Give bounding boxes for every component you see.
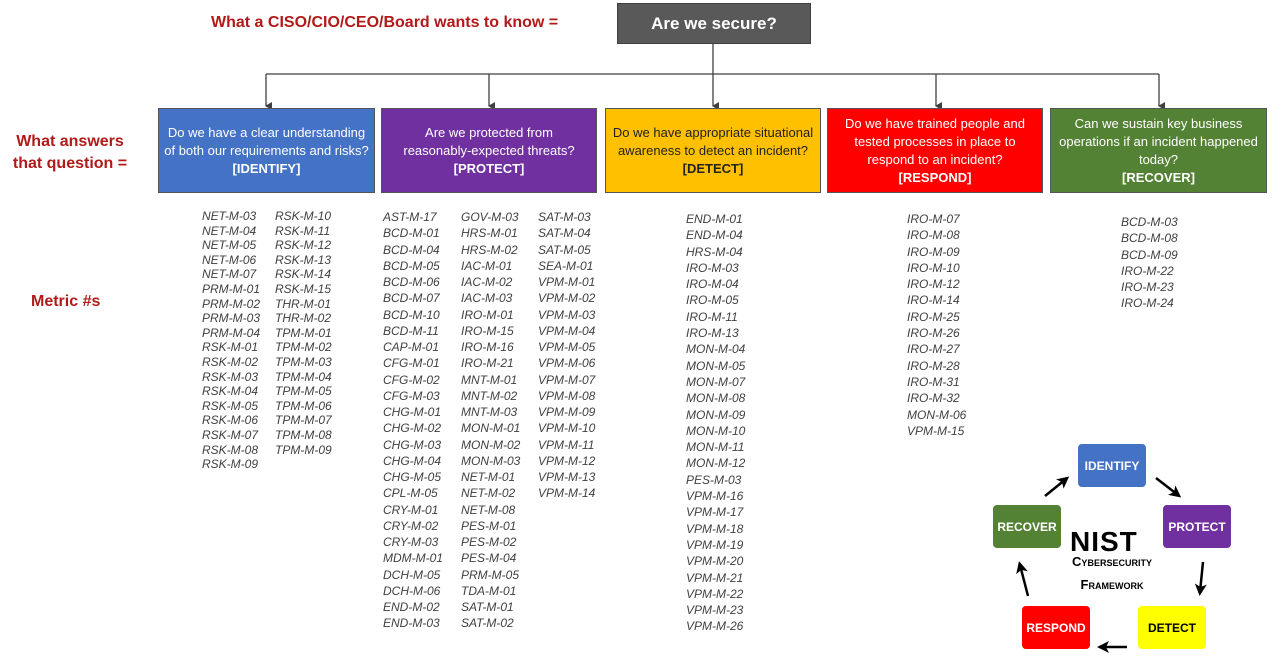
detect-question: Do we have appropriate situational awareness to detect an incident? — [612, 124, 814, 158]
metric-id: TPM-M-08 — [275, 427, 332, 442]
metric-id: IRO-M-14 — [907, 293, 960, 308]
metric-id: IRO-M-10 — [907, 260, 960, 275]
metric-id: TPM-M-01 — [275, 325, 332, 340]
metric-id: DCH-M-05 — [383, 567, 441, 582]
metric-id: TPM-M-02 — [275, 340, 332, 355]
metric-id: NET-M-03 — [202, 209, 257, 223]
metric-id: RSK-M-07 — [202, 427, 259, 442]
metric-id: CAP-M-01 — [383, 340, 440, 354]
metric-id: PRM-M-01 — [202, 281, 261, 296]
nist-respond-box: RESPOND — [1022, 606, 1090, 649]
metric-id: BCD-M-08 — [1121, 231, 1178, 246]
metric-id: SAT-M-04 — [538, 226, 591, 241]
metric-id: VPM-M-09 — [538, 405, 596, 419]
metric-id: BCD-M-09 — [1121, 247, 1178, 262]
metric-id: RSK-M-02 — [202, 354, 259, 369]
metric-id: IRO-M-22 — [1121, 263, 1174, 278]
metric-id: VPM-M-19 — [686, 537, 744, 552]
metric-id: MON-M-03 — [461, 453, 521, 468]
detect-tag: [DETECT] — [682, 160, 744, 176]
metric-id: CHG-M-04 — [383, 453, 442, 468]
metric-id: IRO-M-31 — [907, 374, 960, 389]
metric-id: IRO-M-05 — [686, 293, 739, 308]
metric-id: VPM-M-10 — [538, 421, 596, 436]
metric-id: CFG-M-03 — [383, 388, 440, 403]
metric-id: IRO-M-01 — [461, 307, 514, 322]
metric-id: IRO-M-25 — [907, 309, 960, 324]
nist-protect-box: PROTECT — [1163, 505, 1231, 548]
metric-id: SAT-M-02 — [461, 616, 514, 631]
metric-id: TDA-M-01 — [461, 583, 517, 598]
what-answers-line1: What answers — [16, 133, 124, 150]
identify-tag: [IDENTIFY] — [232, 160, 301, 176]
metric-id: TPM-M-06 — [275, 398, 332, 413]
identify-question: Do we have a clear understanding of both our requirements and risks? — [164, 124, 369, 158]
nist-subtitle-1: Cybersecurity — [1072, 554, 1152, 569]
metric-id: RSK-M-08 — [202, 442, 259, 457]
what-answers-line2: that question = — [12, 155, 128, 172]
metric-id: THR-M-02 — [275, 311, 331, 326]
cycle-arrow-identify-protect — [1156, 478, 1178, 495]
metric-id: THR-M-01 — [275, 296, 331, 311]
metric-id: IAC-M-03 — [461, 291, 513, 306]
nist-identify-box: IDENTIFY — [1078, 444, 1146, 487]
metric-id: IRO-M-26 — [907, 326, 960, 341]
metric-id: HRS-M-04 — [686, 244, 743, 259]
metric-id: END-M-01 — [686, 212, 743, 226]
metric-id: VPM-M-20 — [686, 554, 744, 569]
metric-id: VPM-M-03 — [538, 307, 596, 322]
metric-id: VPM-M-12 — [538, 453, 596, 468]
detect-question-box — [605, 108, 821, 193]
metric-id: CPL-M-05 — [383, 486, 438, 501]
metric-id: MDM-M-01 — [383, 551, 443, 566]
metric-id: IRO-M-13 — [686, 326, 739, 341]
metric-id: VPM-M-26 — [686, 619, 744, 634]
metric-id: NET-M-05 — [202, 238, 257, 253]
metric-id: NET-M-04 — [202, 223, 257, 238]
metric-id: CHG-M-03 — [383, 437, 442, 452]
respond-question-box — [827, 108, 1043, 193]
metric-id: HRS-M-01 — [461, 226, 518, 241]
metric-id: IRO-M-28 — [907, 358, 960, 373]
metric-id: VPM-M-08 — [538, 388, 596, 403]
metric-id: IRO-M-09 — [907, 244, 960, 259]
metric-id: CRY-M-01 — [383, 502, 439, 517]
metric-id: PES-M-03 — [686, 472, 742, 487]
respond-question: Do we have trained people and tested processes in place to respond to an incident? — [845, 115, 1025, 167]
metric-id: IRO-M-23 — [1121, 280, 1174, 295]
cycle-arrow-protect-detect — [1200, 562, 1203, 592]
metric-id: TPM-M-09 — [275, 442, 332, 457]
recover-tag: [RECOVER] — [1122, 169, 1195, 185]
metric-id: MNT-M-02 — [461, 388, 518, 403]
metric-id: RSK-M-09 — [202, 457, 259, 472]
metric-id: VPM-M-07 — [538, 372, 596, 387]
metric-id: VPM-M-17 — [686, 505, 744, 520]
metric-id: BCD-M-03 — [1121, 215, 1178, 229]
metric-id: PRM-M-04 — [202, 325, 261, 340]
metric-id: END-M-03 — [383, 616, 440, 631]
metric-id: CFG-M-01 — [383, 356, 440, 371]
metric-id: END-M-04 — [686, 228, 743, 243]
metric-id: MNT-M-01 — [461, 372, 518, 387]
recover-metrics — [1121, 214, 1178, 312]
protect-tag: [PROTECT] — [453, 160, 525, 176]
metric-id: BCD-M-01 — [383, 226, 440, 241]
metric-id: VPM-M-06 — [538, 356, 596, 371]
cycle-arrow-recover-identify — [1045, 479, 1066, 496]
identify-metrics-col2 — [275, 209, 332, 457]
nist-detect-box: DETECT — [1138, 606, 1206, 649]
metric-id: AST-M-17 — [383, 210, 437, 224]
metric-id: RSK-M-06 — [202, 413, 259, 428]
metric-id: VPM-M-22 — [686, 586, 744, 601]
metric-id: MON-M-06 — [907, 407, 967, 422]
metric-id: MON-M-11 — [686, 440, 745, 455]
metric-nums-label: Metric #s — [31, 293, 101, 310]
metric-id: DCH-M-06 — [383, 583, 441, 598]
metric-id: HRS-M-02 — [461, 242, 518, 257]
metric-id: VPM-M-16 — [686, 489, 744, 504]
metric-id: VPM-M-13 — [538, 470, 596, 484]
detect-metrics — [686, 211, 745, 635]
metric-id: IAC-M-01 — [461, 258, 513, 273]
metric-id: CHG-M-05 — [383, 470, 442, 484]
respond-metrics — [907, 211, 966, 439]
recover-question-box — [1050, 108, 1267, 193]
metric-id: IRO-M-04 — [686, 277, 739, 292]
metric-id: BCD-M-10 — [383, 307, 440, 322]
metric-id: TPM-M-04 — [275, 369, 332, 384]
metric-id: CHG-M-01 — [383, 405, 442, 419]
metric-id: MON-M-08 — [686, 391, 746, 406]
metric-id: RSK-M-11 — [275, 223, 331, 238]
recover-question: Can we sustain key business operations if an incident happened today? — [1059, 115, 1258, 167]
metric-id: VPM-M-18 — [686, 521, 744, 536]
metric-id: MON-M-05 — [686, 358, 746, 373]
metric-id: IRO-M-32 — [907, 391, 960, 406]
metric-id: RSK-M-03 — [202, 369, 259, 384]
metric-id: NET-M-08 — [461, 502, 516, 517]
metric-id: IRO-M-15 — [461, 323, 514, 338]
metric-id: MON-M-01 — [461, 421, 521, 436]
metric-id: VPM-M-14 — [538, 486, 596, 501]
metric-id: CHG-M-02 — [383, 421, 442, 436]
metric-id: TPM-M-03 — [275, 354, 332, 369]
metric-id: TPM-M-07 — [275, 413, 332, 428]
metric-id: RSK-M-12 — [275, 238, 332, 253]
metric-id: IRO-M-08 — [907, 228, 960, 243]
metric-id: BCD-M-05 — [383, 258, 440, 273]
metric-id: IRO-M-27 — [907, 342, 960, 357]
nist-subtitle-2: Framework — [1080, 577, 1144, 592]
metric-id: NET-M-07 — [202, 267, 257, 282]
metric-id: MNT-M-03 — [461, 405, 518, 419]
metric-id: VPM-M-04 — [538, 323, 596, 338]
metric-id: VPM-M-15 — [907, 423, 965, 438]
metric-id: BCD-M-04 — [383, 242, 440, 257]
metric-id: VPM-M-11 — [538, 437, 595, 452]
metric-id: BCD-M-07 — [383, 291, 440, 306]
metric-id: MON-M-09 — [686, 407, 746, 422]
metric-id: PRM-M-02 — [202, 296, 261, 311]
metric-id: RSK-M-14 — [275, 267, 332, 282]
metric-id: RSK-M-04 — [202, 384, 259, 399]
metric-id: RSK-M-15 — [275, 281, 332, 296]
metric-id: TPM-M-05 — [275, 384, 332, 399]
metric-id: MON-M-02 — [461, 437, 521, 452]
metric-id: SAT-M-03 — [538, 210, 591, 224]
metric-id: BCD-M-06 — [383, 275, 440, 289]
metric-id: MON-M-10 — [686, 423, 746, 438]
metric-id: SAT-M-01 — [461, 600, 514, 614]
metric-id: PES-M-04 — [461, 551, 517, 566]
metric-id: RSK-M-10 — [275, 209, 332, 223]
metric-id: IRO-M-16 — [461, 340, 514, 354]
protect-metrics-col2 — [461, 209, 520, 632]
metric-id: IRO-M-03 — [686, 260, 739, 275]
metric-id: IRO-M-11 — [686, 309, 738, 324]
protect-question-box — [381, 108, 597, 193]
metric-id: NET-M-01 — [461, 470, 516, 484]
metric-id: SEA-M-01 — [538, 258, 594, 273]
metric-id: IAC-M-02 — [461, 275, 513, 289]
metric-id: MON-M-12 — [686, 456, 746, 471]
metric-id: IRO-M-12 — [907, 277, 960, 292]
identify-question-box — [158, 108, 375, 193]
cycle-arrow-respond-recover — [1020, 565, 1028, 596]
metric-id: VPM-M-21 — [686, 570, 744, 585]
metric-id: RSK-M-05 — [202, 398, 259, 413]
top-question-text: Are we secure? — [651, 13, 777, 33]
metric-id: MON-M-07 — [686, 374, 746, 389]
wants-to-know-label: What a CISO/CIO/CEO/Board wants to know = — [211, 14, 559, 31]
metric-id: PRM-M-05 — [461, 567, 520, 582]
metric-id: CFG-M-02 — [383, 372, 440, 387]
metric-id: SAT-M-05 — [538, 242, 591, 257]
metric-id: GOV-M-03 — [461, 210, 519, 224]
metric-id: VPM-M-01 — [538, 275, 596, 289]
metric-id: IRO-M-24 — [1121, 296, 1174, 311]
metric-id: VPM-M-05 — [538, 340, 596, 354]
nist-logo: NIST — [1070, 526, 1138, 557]
metric-id: PES-M-02 — [461, 535, 517, 549]
metric-id: IRO-M-07 — [907, 212, 960, 226]
metric-id: PES-M-01 — [461, 518, 517, 533]
protect-metrics-col1 — [383, 209, 443, 632]
protect-metrics-col3 — [538, 209, 595, 502]
protect-question: Are we protected from reasonably-expected threats? — [403, 124, 575, 158]
identify-metrics-col1 — [202, 209, 260, 472]
metric-id: END-M-02 — [383, 600, 440, 614]
metric-id: MON-M-04 — [686, 342, 746, 357]
metric-id: RSK-M-01 — [202, 340, 259, 355]
metric-id: PRM-M-03 — [202, 311, 261, 326]
metric-id: NET-M-02 — [461, 486, 516, 501]
respond-tag: [RESPOND] — [898, 169, 972, 185]
nist-recover-box: RECOVER — [993, 505, 1061, 548]
metric-id: VPM-M-02 — [538, 291, 596, 306]
metric-id: BCD-M-11 — [383, 323, 439, 338]
metric-id: IRO-M-21 — [461, 356, 514, 371]
metric-id: NET-M-06 — [202, 252, 257, 267]
metric-id: RSK-M-13 — [275, 252, 332, 267]
metric-id: CRY-M-03 — [383, 535, 439, 549]
metric-id: CRY-M-02 — [383, 518, 439, 533]
metric-id: VPM-M-23 — [686, 603, 744, 618]
